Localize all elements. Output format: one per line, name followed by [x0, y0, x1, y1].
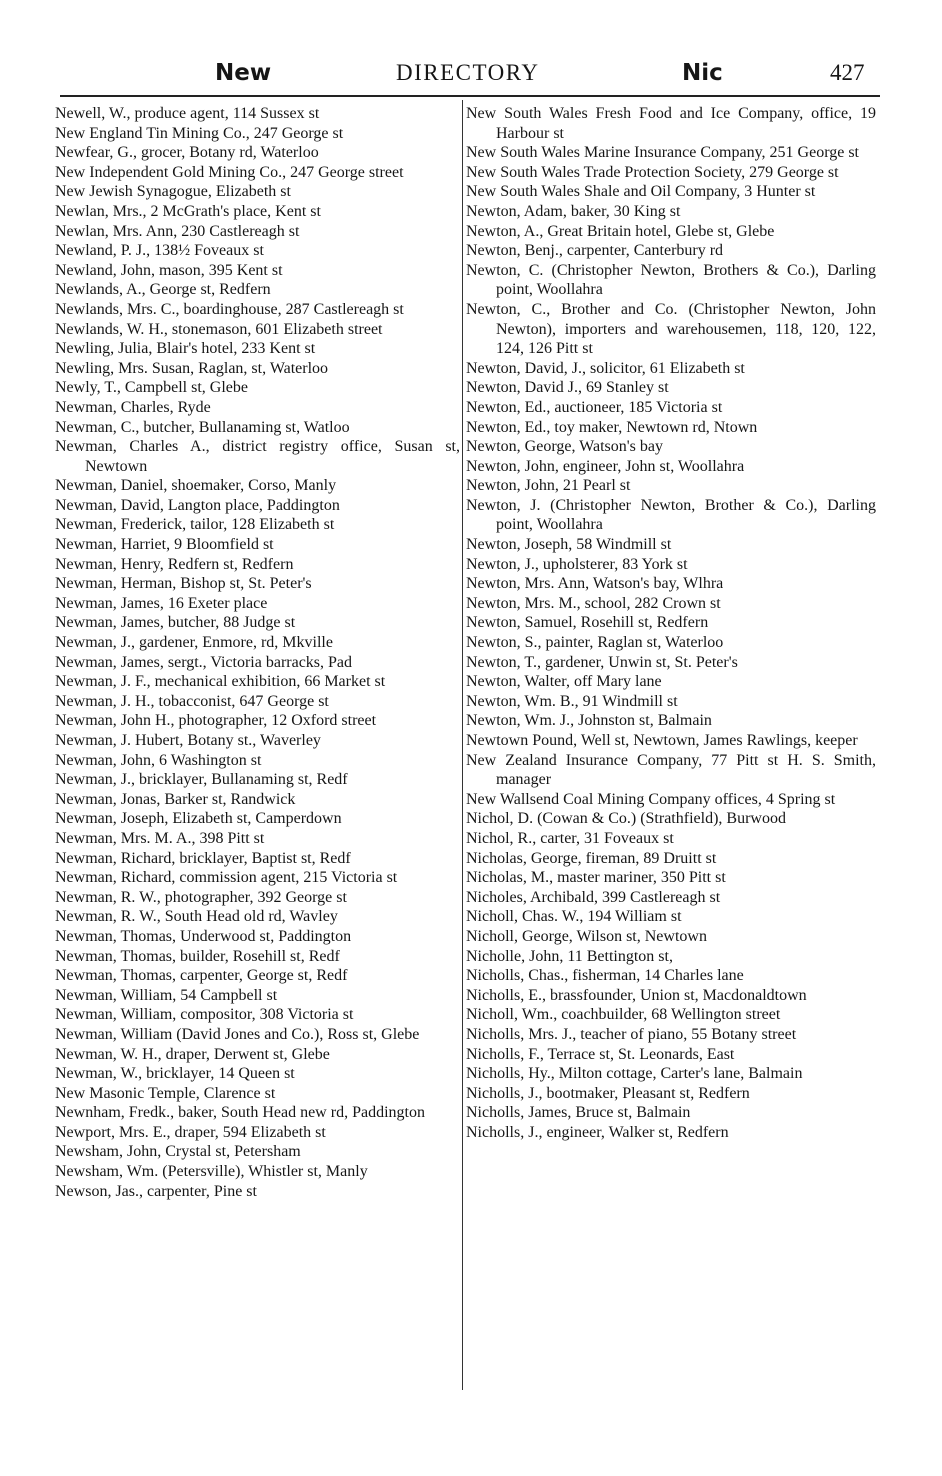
directory-entry: Newman, W., bricklayer, 14 Queen st: [55, 1065, 295, 1083]
directory-entry: Nicholas, George, fireman, 89 Druitt st: [466, 849, 717, 867]
directory-entry: Nichol, R., carter, 31 Foveaux st: [466, 829, 674, 847]
header-rule: [60, 95, 880, 97]
directory-entry: Newton, Mrs. M., school, 282 Crown st: [466, 594, 721, 612]
directory-entry: Newton, Adam, baker, 30 King st: [466, 202, 681, 220]
directory-entry: Newman, C., butcher, Bullanaming st, Watloo: [55, 418, 350, 436]
directory-entry: Newton, Walter, off Mary lane: [466, 673, 662, 691]
directory-entry: Newman, Thomas, Underwood st, Paddington: [55, 927, 352, 945]
directory-entry: Newman, John H., photographer, 12 Oxford street: [55, 712, 377, 730]
directory-entry: Newman, J., bricklayer, Bullanaming st, Redf: [55, 771, 348, 789]
directory-entry: Newton, Samuel, Rosehill st, Redfern: [466, 614, 709, 632]
directory-entry: Newton, David, J., solicitor, 61 Elizabeth st: [466, 359, 745, 377]
directory-entry: Newton, George, Watson's bay: [466, 438, 663, 456]
directory-entry: New Zealand Insurance Company, 77 Pitt st H. S. Smith, manager: [466, 751, 876, 789]
directory-entry: Nicholl, Wm., coachbuilder, 68 Wellington street: [466, 1006, 781, 1024]
directory-entry: Newton, John, 21 Pearl st: [466, 477, 631, 495]
directory-entry: Newtown Pound, Well st, Newtown, James Rawlings, keeper: [466, 732, 858, 749]
directory-entry: Nicholls, Chas., fisherman, 14 Charles lane: [466, 967, 744, 985]
directory-entry: Newman, Daniel, shoemaker, Corso, Manly: [55, 477, 337, 495]
directory-entry: Newling, Julia, Blair's hotel, 233 Kent st: [55, 340, 316, 358]
directory-entry: New Masonic Temple, Clarence st: [55, 1084, 276, 1102]
directory-entry: New England Tin Mining Co., 247 George st: [55, 124, 344, 142]
directory-entry: New Independent Gold Mining Co., 247 George street: [55, 163, 404, 181]
directory-entry: Newman, David, Langton place, Paddington: [55, 496, 340, 514]
directory-entry: Newton, Mrs. Ann, Watson's bay, Wlhra: [466, 575, 724, 593]
directory-entry: Newman, Harriet, 9 Bloomfield st: [55, 536, 274, 554]
directory-entry: Newton, Ed., toy maker, Newtown rd, Ntown: [466, 418, 758, 436]
directory-entry: Nicholls, J., engineer, Walker st, Redfern: [466, 1123, 729, 1141]
directory-entry: Newman, Charles A., district registry office, Susan st, Newtown: [55, 438, 460, 475]
directory-entry: Newton, A., Great Britain hotel, Glebe st, Glebe: [466, 222, 775, 240]
directory-entry: Newman, Frederick, tailor, 128 Elizabeth st: [55, 516, 335, 534]
directory-entry: New Jewish Synagogue, Elizabeth st: [55, 183, 291, 201]
directory-entry: Newlan, Mrs. Ann, 230 Castlereagh st: [55, 222, 300, 240]
header-left-word: New: [215, 60, 272, 86]
directory-entry: Nicholes, Archibald, 399 Castlereagh st: [466, 888, 721, 906]
directory-entry: Nicholls, F., Terrace st, St. Leonards, East: [466, 1045, 735, 1063]
directory-entry: Newman, James, butcher, 88 Judge st: [55, 614, 296, 632]
directory-entry: Newman, R. W., photographer, 392 George st: [55, 888, 347, 906]
directory-entry: New South Wales Fresh Food and Ice Company, office, 19 Harbour st: [466, 105, 876, 142]
directory-entry: Newton, Wm. J., Johnston st, Balmain: [466, 712, 712, 730]
directory-entry: Newlands, A., George st, Redfern: [55, 281, 271, 299]
directory-entry: Newman, J. Hubert, Botany st., Waverley: [55, 732, 321, 749]
directory-entry: Nicholls, James, Bruce st, Balmain: [466, 1104, 691, 1122]
page-number: 427: [830, 60, 865, 85]
directory-entry: Newlands, W. H., stonemason, 601 Elizabeth street: [55, 320, 383, 338]
directory-entry: Nicholls, Hy., Milton cottage, Carter's lane, Balmain: [466, 1065, 803, 1083]
directory-entry: Newman, Joseph, Elizabeth st, Camperdown: [55, 810, 342, 828]
directory-entry: Newlands, Mrs. C., boardinghouse, 287 Castlereagh st: [55, 300, 404, 318]
directory-entry: Newson, Jas., carpenter, Pine st: [55, 1182, 257, 1200]
directory-entry: Nicholls, J., bootmaker, Pleasant st, Redfern: [466, 1084, 750, 1102]
directory-entry: Nicholls, Mrs. J., teacher of piano, 55 Botany street: [466, 1025, 797, 1043]
directory-entry: Newman, Herman, Bishop st, St. Peter's: [55, 575, 312, 593]
directory-entry: Newman, Thomas, carpenter, George st, Redf: [55, 967, 348, 985]
directory-entry: Newman, William, compositor, 308 Victoria st: [55, 1006, 354, 1024]
directory-entry: Nicholas, M., master mariner, 350 Pitt st: [466, 869, 726, 887]
directory-entry: Newman, Henry, Redfern st, Redfern: [55, 555, 294, 573]
directory-entry: Newman, W. H., draper, Derwent st, Glebe: [55, 1045, 330, 1063]
directory-entry: Newman, J. F., mechanical exhibition, 66 Market st: [55, 673, 386, 691]
directory-entry: Nicholl, Chas. W., 194 William st: [466, 908, 682, 926]
directory-entry: New South Wales Shale and Oil Company, 3 Hunter st: [466, 183, 816, 201]
directory-entry: Newton, Joseph, 58 Windmill st: [466, 536, 672, 554]
directory-entry: New Wallsend Coal Mining Company offices, 4 Spring st: [466, 790, 836, 808]
directory-entry: Newland, P. J., 138½ Foveaux st: [55, 242, 264, 260]
header-title: DIRECTORY: [396, 60, 540, 85]
directory-entry: Newton, Benj., carpenter, Canterbury rd: [466, 242, 724, 260]
directory-entry: Newton, Wm. B., 91 Windmill st: [466, 692, 678, 710]
directory-entry: Newton, S., painter, Raglan st, Waterloo: [466, 634, 724, 652]
directory-entry: Newton, C., Brother and Co. (Christopher Newton, John Newton), importers and warehousemen, 118, 120, 122, 124, 126 Pitt st: [466, 300, 876, 358]
directory-entry: Nicholls, E., brassfounder, Union st, Macdonaldtown: [466, 986, 807, 1004]
directory-entry: New South Wales Marine Insurance Company, 251 George st: [466, 144, 859, 162]
directory-entry: Newman, William (David Jones and Co.), Ross st, Glebe: [55, 1025, 420, 1043]
directory-entry: Nicholl, George, Wilson st, Newtown: [466, 927, 707, 945]
directory-entry: Newling, Mrs. Susan, Raglan, st, Waterloo: [55, 359, 329, 377]
directory-entry: Newton, Ed., auctioneer, 185 Victoria st: [466, 398, 723, 416]
directory-entry: Newman, James, 16 Exeter place: [55, 594, 268, 612]
page-header: [60, 58, 880, 92]
directory-entry: Nicholle, John, 11 Bettington st,: [466, 947, 673, 965]
header-right-word: Nic: [682, 60, 723, 86]
directory-entry: Newton, J. (Christopher Newton, Brother & Co.), Darling point, Woollahra: [466, 496, 876, 534]
directory-entry: Newman, Richard, commission agent, 215 Victoria st: [55, 869, 398, 887]
directory-entry: Newport, Mrs. E., draper, 594 Elizabeth st: [55, 1123, 326, 1141]
directory-entry: Nichol, D. (Cowan & Co.) (Strathfield), Burwood: [466, 810, 786, 828]
directory-entry: New South Wales Trade Protection Society, 279 George st: [466, 163, 839, 181]
directory-entry: Newlan, Mrs., 2 McGrath's place, Kent st: [55, 202, 321, 220]
directory-entry: Newell, W., produce agent, 114 Sussex st: [55, 105, 320, 122]
directory-entry: Newman, William, 54 Campbell st: [55, 986, 278, 1004]
directory-entry: Newland, John, mason, 395 Kent st: [55, 261, 283, 279]
directory-entry: Newman, Thomas, builder, Rosehill st, Redf: [55, 947, 340, 965]
directory-entry: Newly, T., Campbell st, Glebe: [55, 379, 248, 397]
directory-entry: Newman, Charles, Ryde: [55, 398, 211, 416]
directory-entry: Newton, John, engineer, John st, Woollahra: [466, 457, 745, 475]
directory-entry: Newman, James, sergt., Victoria barracks, Pad: [55, 653, 353, 671]
directory-entry: Newfear, G., grocer, Botany rd, Waterloo: [55, 144, 319, 162]
directory-entry: Newman, R. W., South Head old rd, Wavley: [55, 908, 338, 926]
left-column: [55, 104, 460, 1201]
directory-entry: Newnham, Fredk., baker, South Head new rd, Paddington: [55, 1104, 425, 1122]
directory-entry: Newman, Mrs. M. A., 398 Pitt st: [55, 829, 265, 847]
column-divider: [462, 100, 463, 1390]
directory-entry: Newton, C. (Christopher Newton, Brothers & Co.), Darling point, Woollahra: [466, 261, 876, 299]
directory-entry: Newton, J., upholsterer, 83 York st: [466, 555, 688, 573]
directory-entry: Newsham, John, Crystal st, Petersham: [55, 1143, 301, 1161]
right-column: [466, 104, 876, 1142]
directory-entry: Newton, T., gardener, Unwin st, St. Peter's: [466, 653, 738, 671]
directory-entry: Newman, John, 6 Washington st: [55, 751, 262, 769]
directory-entry: Newman, J., gardener, Enmore, rd, Mkville: [55, 634, 333, 652]
directory-entry: Newman, J. H., tobacconist, 647 George st: [55, 692, 329, 710]
directory-entry: Newsham, Wm. (Petersville), Whistler st, Manly: [55, 1163, 368, 1181]
directory-entry: Newman, Jonas, Barker st, Randwick: [55, 790, 296, 808]
directory-entry: Newman, Richard, bricklayer, Baptist st, Redf: [55, 849, 351, 867]
directory-entry: Newton, David J., 69 Stanley st: [466, 379, 669, 397]
